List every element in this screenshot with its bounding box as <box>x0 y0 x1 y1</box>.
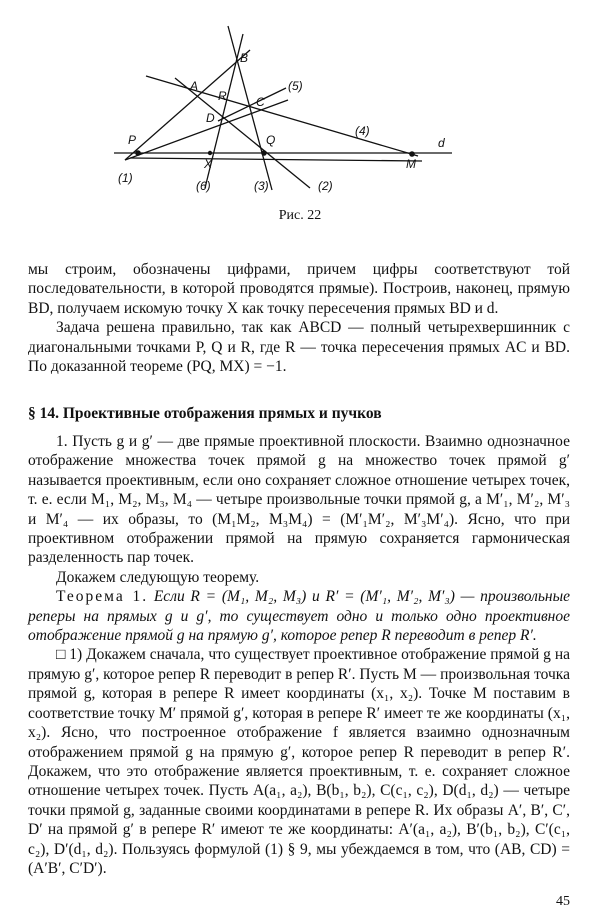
label-R: R <box>218 89 227 103</box>
label-C: C <box>256 95 265 109</box>
label-D: D <box>206 111 215 125</box>
line-AM <box>146 76 418 156</box>
paragraph-4: Докажем следующую теорему. <box>56 568 260 586</box>
page-number: 45 <box>556 894 570 909</box>
theorem <box>28 587 570 645</box>
label-M: M <box>406 157 416 171</box>
text-block-top <box>28 260 570 376</box>
label-line-4: (4) <box>355 124 370 138</box>
figure-caption: Рис. 22 <box>278 208 322 223</box>
label-line-2: (2) <box>318 179 333 193</box>
point-Q <box>261 150 267 156</box>
point-X <box>208 151 212 155</box>
point-M <box>409 151 415 157</box>
paragraph-2: Задача решена правильно, так как ABCD — полный четырехвершинник с диагональными точками P, Q и R, где R — точка пересечения прямых AC и BD. По доказанной теореме (PQ, MX) = −1. <box>28 319 570 376</box>
figure-22-diagram <box>100 18 480 198</box>
section-heading: § 14. Проективные отображения прямых и пучков <box>28 405 382 422</box>
label-d: d <box>438 136 445 150</box>
proof: □ 1) Докажем сначала, что существует проективное отображение прямой g на прямую g′, которое репер R переводит в репер R′. Пусть M — произвольная точка прямой g, которая в репере R имеет координаты (x₁, x₂). Точке M поставим в соответствие точку M′ прямой g′, которая в репере R′ имеет те же координаты (x₁, x₂). Ясно, что построенное отображение f является взаимно однозначным отображением прямой g на прямую g′, которое репер R переводит в репер R′. Докажем, что это отображение является проективным, т. е. сохраняет сложное отношение четырех точек. Пусть A(a₁, a₂), B(b₁, b₂), C(c₁, c₂), D(d₁, d₂) — четыре точки прямой g, заданные своими координатами в репере R. Их образы A′, B′, C′, D′ на прямой g′ в репере R′ имеют те же координаты: A′(a₁, a₂), B′(b₁, b₂), C′(c₁, c₂), D′(d₁, d₂). Пользуясь формулой (1) § 9, мы убеждаемся в том, что (AB, CD) = (A′B′, C′D′). <box>28 646 570 877</box>
label-A: A <box>190 79 199 93</box>
label-line-6: (6) <box>196 179 211 193</box>
theorem-label: Теорема 1. <box>56 588 149 606</box>
line-2 <box>175 78 310 188</box>
point-P <box>135 150 141 156</box>
line-PB <box>125 50 250 160</box>
label-B: B <box>240 51 249 65</box>
text-block-main <box>28 432 570 878</box>
label-X: X <box>204 157 213 171</box>
theorem-text: Если R = (M₁, M₂, M₃) и R′ = (M′₁, M′₂, M′₃) — произвольные реперы на прямых g и g′, то существует одно и только одно проективное отображение прямой g на прямую g′, которое репер R переводит в репер R′. <box>28 588 570 645</box>
paragraph-1: мы строим, обозначены цифрами, причем цифры соответствуют той последовательности, в которой проводятся прямые). Построив, наконец, прямую BD, получаем искомую точку X как точку пересечения прямых BD и d. <box>28 261 570 317</box>
label-line-5: (5) <box>288 79 303 93</box>
label-Q: Q <box>266 133 276 147</box>
paragraph-3: 1. Пусть g и g′ — две прямые проективной плоскости. Взаимно однозначное отображение множества точек прямой g на множество точек прямой g′ называется проективным, если оно сохраняет сложное отношение четырех точек, т. е. если M₁, M₂, M₃, M₄ — четыре произвольные точки прямой g, а M′₁, M′₂, M′₃ и M′₄ — их образы, то (M₁M₂, M₃M₄) = (M′₁M′₂, M′₃M′₄). Ясно, что при проективном отображении прямой на прямую сохраняется гармоническая разделенность пар точек. <box>28 433 570 567</box>
label-line-3: (3) <box>254 179 269 193</box>
label-P: P <box>128 133 137 147</box>
label-line-1: (1) <box>118 171 133 185</box>
